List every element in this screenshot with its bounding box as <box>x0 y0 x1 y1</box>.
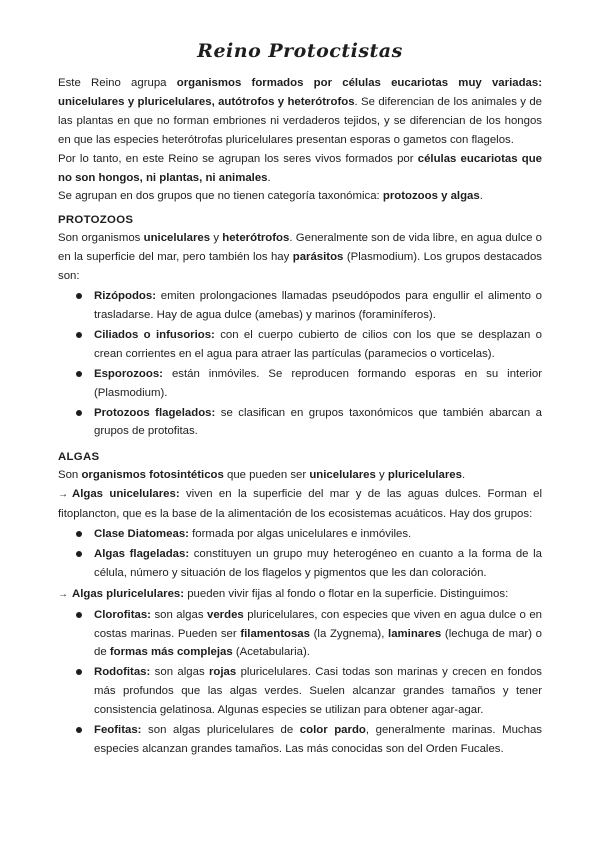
arrow-icon: → <box>58 489 68 501</box>
protozoos-paragraph: Son organismos unicelulares y heterótrofos. Generalmente son de vida libre, en agua dulce o en la superficie del mar, pero también los hay parásitos (Plasmodium). Los grupos destacados son: <box>58 232 542 283</box>
list-item-feofitas: Feofitas: son algas pluricelulares de color pardo, generalmente marinas. Muchas especies alcanzan grandes tamaños. Las más conocidas son del Orden Fucales. <box>58 721 542 759</box>
arrow-icon: → <box>58 588 68 600</box>
algas-unicelulares-list <box>58 525 542 583</box>
document-page <box>58 40 542 760</box>
page-title: Reino Protoctistas <box>197 40 403 62</box>
list-item-algas-flageladas: Algas flageladas: constituyen un grupo muy heterogéneo en cuanto a la forma de la célula, número y situación de los flagelos y pigmentos que les dan coloración. <box>58 545 542 583</box>
list-item-esporozoos: Esporozoos: están inmóviles. Se reproducen formando esporas en su interior (Plasmodium). <box>58 365 542 403</box>
intro-paragraph-3: Se agrupan en dos grupos que no tienen categoría taxonómica: protozoos y algas. <box>58 190 483 203</box>
list-item-rodofitas: Rodofitas: son algas rojas pluricelulares. Casi todas son marinas y crecen en fondos más profundos que las algas verdes. Suelen alcanzar grandes tamaños y tener consistencia gelatinosa. Algunas especies se utilizan para obtener agar-agar. <box>58 663 542 720</box>
algas-pluricelulares-paragraph <box>58 585 542 605</box>
algas-unicelulares-paragraph <box>58 485 542 524</box>
list-item-ciliados: Ciliados o infusorios: con el cuerpo cubierto de cilios con los que se desplazan o crean corrientes en el agua para atraer las partículas (paramecios o vorticelas). <box>58 326 542 364</box>
algas-unicelulares-text: Algas unicelulares: viven en la superficie del mar y de las aguas dulces. Forman el fitoplancton, que es la base de la alimentación de los ecosistemas acuáticos. Hay dos grupos: <box>58 488 543 521</box>
algas-paragraph: Son organismos fotosintéticos que pueden ser unicelulares y pluricelulares. <box>58 469 466 482</box>
intro-paragraph-1: Este Reino agrupa organismos formados por células eucariotas muy variadas: unicelulares y pluricelulares, autótrofos y heterótrofos. Se diferencian de los animales y de las plantas en que no forman embriones ni verdaderos tejidos, y se diferencian de los hongos en que las especies heterótrofas pluricelulares presentan esporas o gametos con flagelos. <box>58 77 543 146</box>
algas-pluricelulares-text: Algas pluricelulares: pueden vivir fijas al fondo o flotar en la superficie. Distinguimos: <box>72 587 509 600</box>
list-item-diatomeas: Clase Diatomeas: formada por algas unicelulares e inmóviles. <box>58 525 542 544</box>
list-item-clorofitas: Clorofitas: son algas verdes pluricelulares, con especies que viven en agua dulce o en costas marinas. Pueden ser filamentosas (la Zygnema), laminares (lechuga de mar) o de formas más complejas (Acetabularia). <box>58 606 542 663</box>
list-item-flagelados: Protozoos flagelados: se clasifican en grupos taxonómicos que también abarcan a grupos de protofitas. <box>58 404 542 442</box>
algas-heading: ALGAS <box>58 451 100 464</box>
algas-pluricelulares-list <box>58 606 542 759</box>
list-item-rizopodos: Rizópodos: emiten prolongaciones llamadas pseudópodos para engullir el alimento o trasladarse. Hay de agua dulce (amebas) y marinos (foraminíferos). <box>58 287 542 325</box>
intro-paragraph-2: Por lo tanto, en este Reino se agrupan los seres vivos formados por células eucariotas que no son hongos, ni plantas, ni animales. <box>58 152 542 184</box>
protozoos-heading: PROTOZOOS <box>58 214 134 227</box>
protozoos-list <box>58 287 542 441</box>
